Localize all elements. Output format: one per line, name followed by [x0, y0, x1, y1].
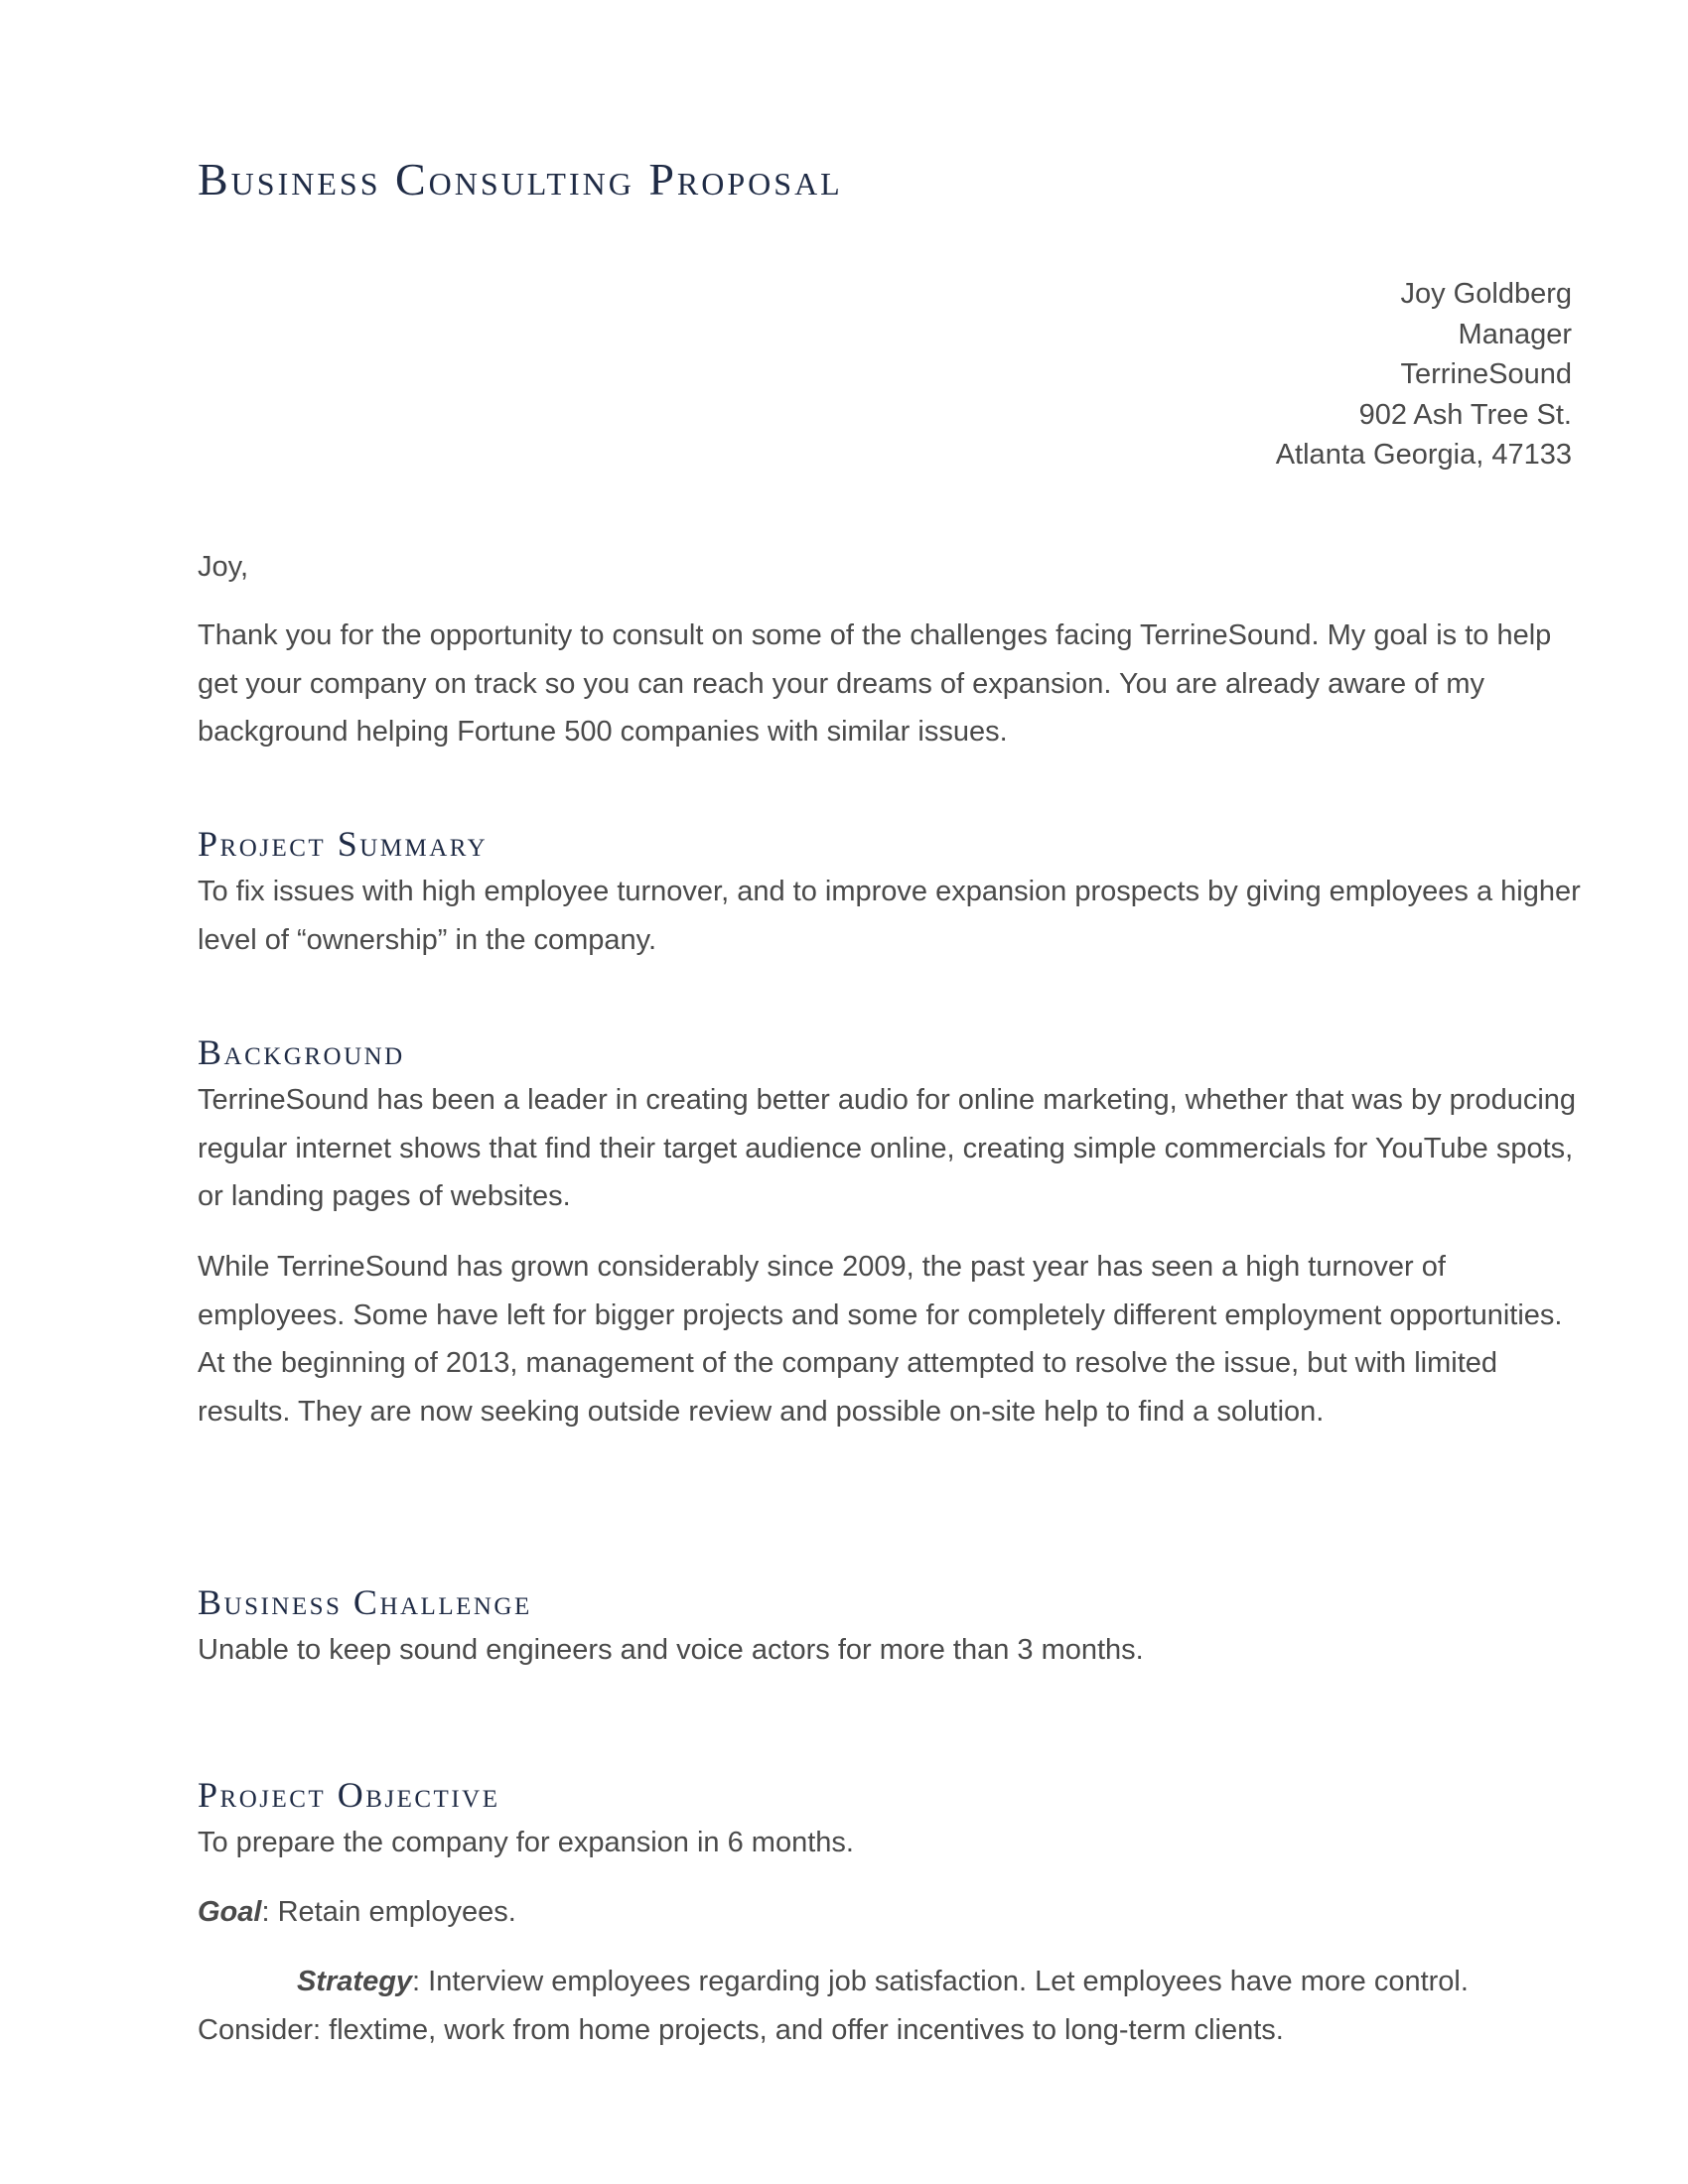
heading-business-challenge: Business Challenge: [198, 1582, 532, 1622]
goal-line: [198, 1888, 1583, 1937]
recipient-name: Joy Goldberg: [1400, 278, 1572, 310]
intro-paragraph: Thank you for the opportunity to consult on some of the challenges facing TerrineSound. My goal is to help get your company on track so you can reach your dreams of expansion. You are already aware of my background helping Fortune 500 companies with similar issues.: [198, 619, 1552, 748]
strategy-text: : Interview employees regarding job satisfaction. Let employees have more control. Consider: flextime, work from home projects, and offer incentives to long-term clients.: [198, 1966, 1469, 2046]
heading-project-objective: Project Objective: [198, 1775, 500, 1815]
project-objective-text: To prepare the company for expansion in 6 months.: [198, 1827, 854, 1858]
recipient-street: 902 Ash Tree St.: [1358, 398, 1572, 431]
salutation: Joy,: [198, 551, 249, 583]
heading-background: Background: [198, 1032, 405, 1072]
background-paragraph-1: TerrineSound has been a leader in creating better audio for online marketing, whether that was by producing regular internet shows that find their target audience online, creating simple commercials for YouTube spots, or landing pages of websites.: [198, 1084, 1577, 1212]
document-title: Business Consulting Proposal: [198, 154, 843, 205]
background-paragraph-2: While TerrineSound has grown considerably since 2009, the past year has seen a high turnover of employees. Some have left for bigger projects and some for completely different employment opportunities. At the beginning of 2013, management of the company attempted to resolve the issue, but with limited results. They are now seeking outside review and possible on-site help to find a solution.: [198, 1251, 1563, 1428]
recipient-role: Manager: [1458, 318, 1572, 350]
project-summary-text: To fix issues with high employee turnover, and to improve expansion prospects by giving employees a higher level of “ownership” in the company.: [198, 876, 1581, 956]
goal-text: : Retain employees.: [261, 1896, 516, 1928]
business-challenge-text: Unable to keep sound engineers and voice actors for more than 3 months.: [198, 1634, 1144, 1666]
strategy-line: [198, 1958, 1583, 2054]
recipient-city-state-zip: Atlanta Georgia, 47133: [1275, 439, 1572, 471]
heading-project-summary: Project Summary: [198, 824, 489, 864]
recipient-company: TerrineSound: [1400, 358, 1572, 390]
strategy-label: Strategy: [297, 1966, 413, 1997]
goal-label: Goal: [198, 1896, 262, 1928]
recipient-address-block: [1276, 274, 1572, 476]
